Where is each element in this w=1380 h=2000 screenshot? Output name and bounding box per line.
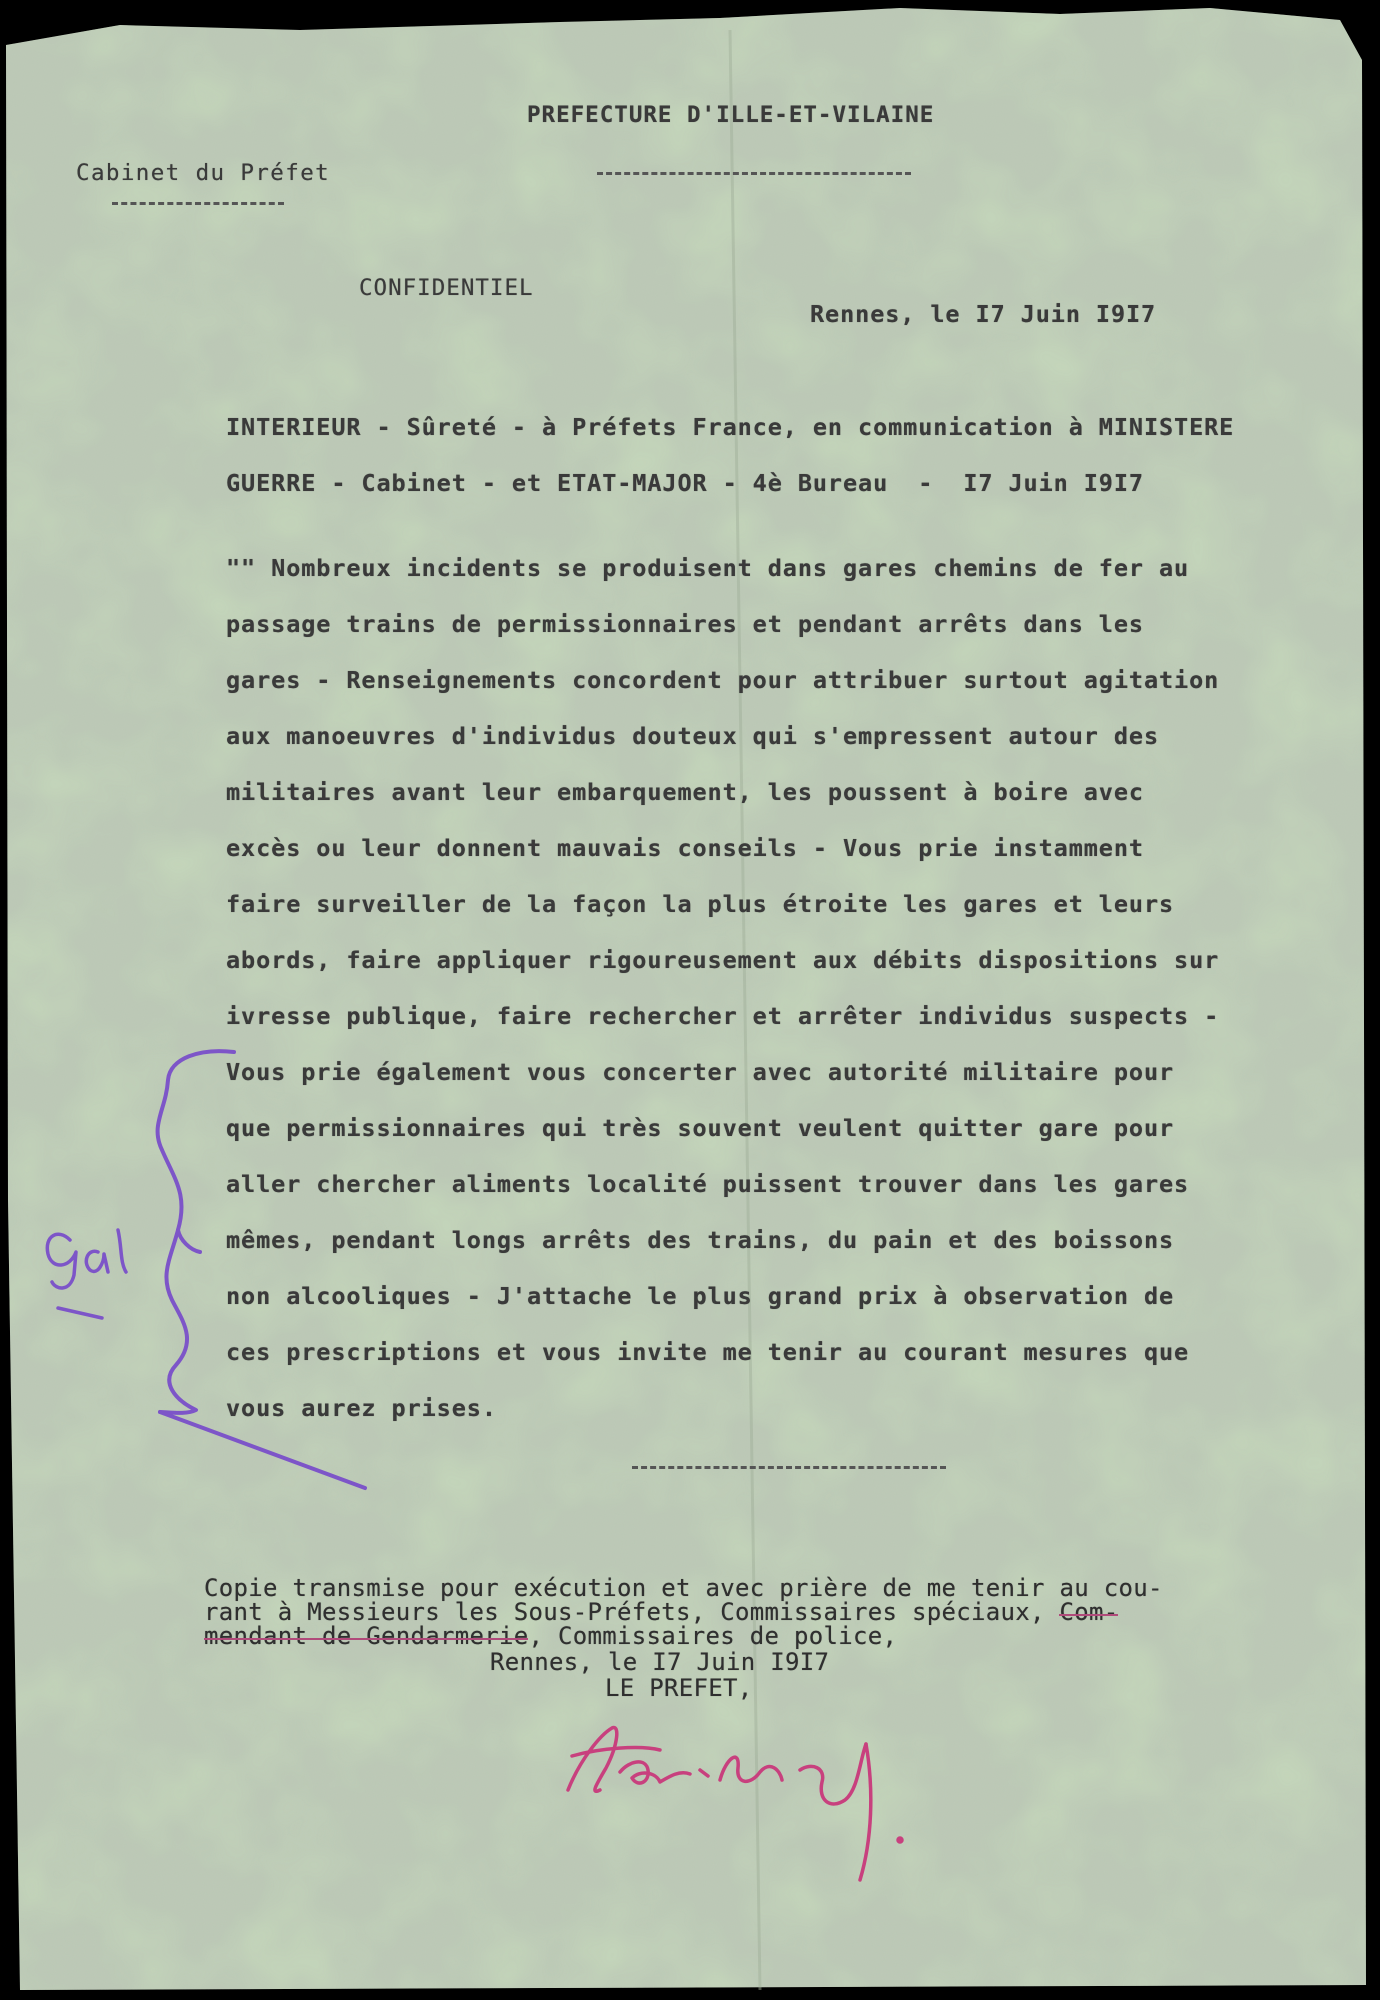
margin-note-gal bbox=[47, 1230, 126, 1318]
intro-line-1: INTERIEUR - Sûreté - à Préfets France, en communication à MINISTERE bbox=[226, 413, 1235, 441]
copy-line-1: Copie transmise pour exécution et avec prière de me tenir au cou- bbox=[204, 1574, 1163, 1602]
body-line: ces prescriptions et vous invite me tenir au courant mesures que bbox=[226, 1338, 1190, 1366]
confidential-label: CONFIDENTIEL bbox=[359, 275, 534, 301]
body-line: abords, faire appliquer rigoureusement aux débits dispositions sur bbox=[226, 946, 1220, 974]
body-line: mêmes, pendant longs arrêts des trains, du pain et des boissons bbox=[226, 1226, 1175, 1254]
body-line: Vous prie également vous concerter avec autorité militaire pour bbox=[226, 1058, 1175, 1086]
cabinet-label: Cabinet du Préfet bbox=[76, 160, 331, 186]
body-line: excès ou leur donnent mauvais conseils - Vous prie instamment bbox=[226, 834, 1144, 862]
body-line: ivresse publique, faire rechercher et arrêter individus suspects - bbox=[226, 1002, 1220, 1030]
struck-text: mendant de Gendarmerie bbox=[204, 1622, 529, 1650]
struck-text: Com- bbox=[1059, 1598, 1119, 1626]
body-line: vous aurez prises. bbox=[226, 1394, 497, 1422]
body-line: passage trains de permissionnaires et pendant arrêts dans les bbox=[226, 610, 1144, 638]
body-line: que permissionnaires qui très souvent veulent quitter gare pour bbox=[226, 1114, 1175, 1142]
body-line: gares - Renseignements concordent pour attribuer surtout agitation bbox=[226, 666, 1220, 694]
margin-bracket bbox=[158, 1051, 365, 1488]
date-line: Rennes, le I7 Juin I9I7 bbox=[810, 300, 1157, 328]
prefecture-heading: PREFECTURE D'ILLE-ET-VILAINE bbox=[527, 102, 935, 128]
body-line: militaires avant leur embarquement, les poussent à boire avec bbox=[226, 778, 1144, 806]
signatory-title: LE PREFET, bbox=[605, 1674, 753, 1702]
body-line: non alcooliques - J'attache le plus grand prix à observation de bbox=[226, 1282, 1175, 1310]
intro-line-2: GUERRE - Cabinet - et ETAT-MAJOR - 4è Bureau - I7 Juin I9I7 bbox=[226, 469, 1144, 497]
body-line: faire surveiller de la façon la plus étroite les gares et leurs bbox=[226, 890, 1175, 918]
place-date: Rennes, le I7 Juin I9I7 bbox=[490, 1648, 830, 1676]
copy-line-3-text: , Commissaires de police, bbox=[528, 1622, 898, 1650]
copy-line-2-text: rant à Messieurs les Sous-Préfets, Commissaires spéciaux, bbox=[204, 1598, 1060, 1626]
handwritten-signature bbox=[568, 1728, 902, 1880]
body-line: aux manoeuvres d'individus douteux qui s'empressent autour des bbox=[226, 722, 1159, 750]
body-line: aller chercher aliments localité puissent trouver dans les gares bbox=[226, 1170, 1190, 1198]
body-line: "" Nombreux incidents se produisent dans gares chemins de fer au bbox=[226, 554, 1190, 582]
